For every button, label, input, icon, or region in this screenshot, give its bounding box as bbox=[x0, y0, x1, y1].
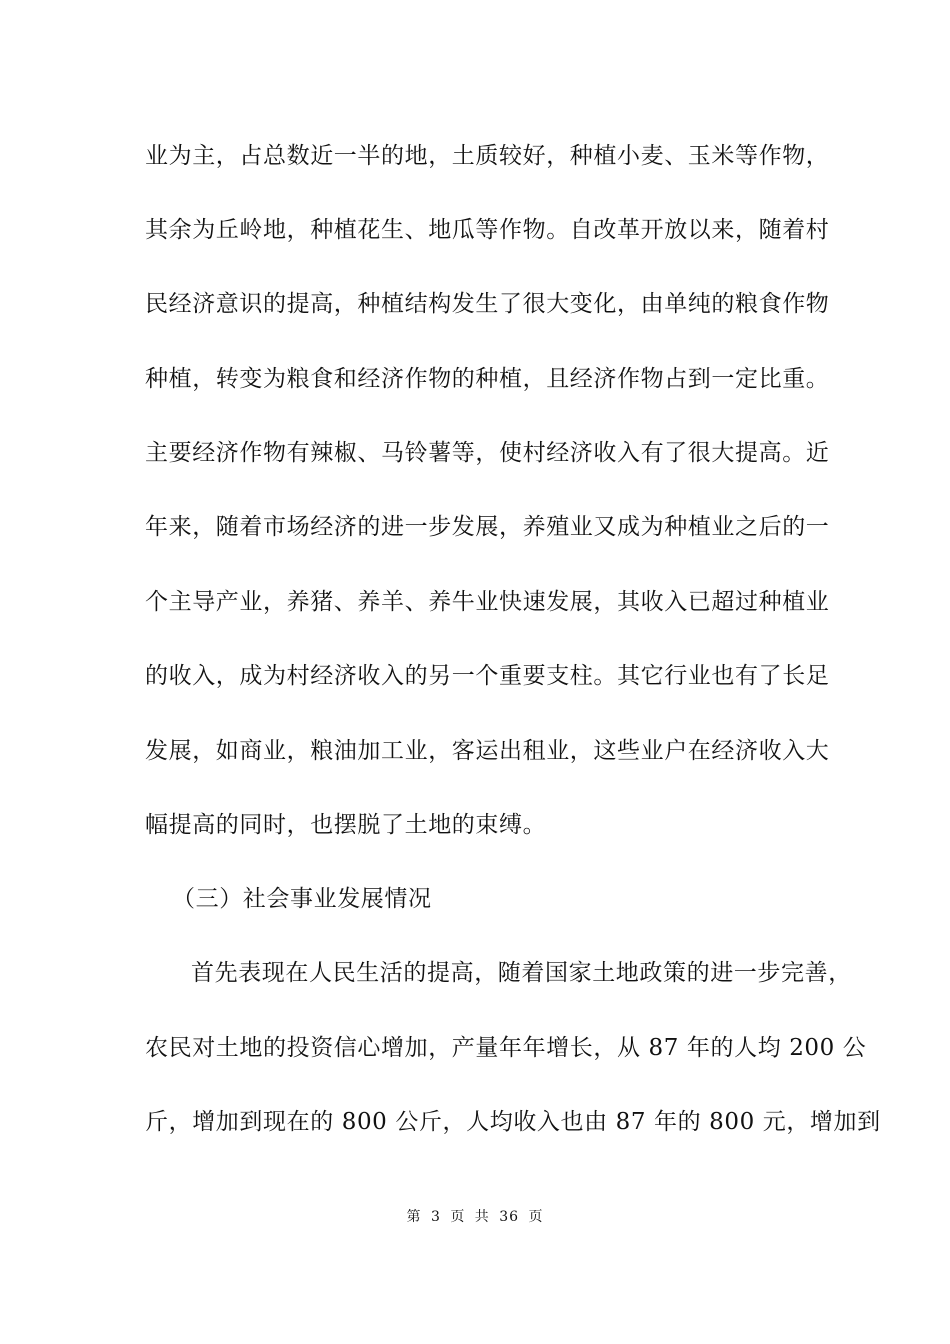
body-line: 年来，随着市场经济的进一步发展，养殖业又成为种植业之后的一 bbox=[145, 514, 830, 540]
body-line: 个主导产业，养猪、养羊、养牛业快速发展，其收入已超过种植业 bbox=[145, 589, 830, 615]
page-footer bbox=[0, 1207, 950, 1227]
body-line: 民经济意识的提高，种植结构发生了很大变化，由单纯的粮食作物 bbox=[145, 291, 830, 317]
body-line: 种植，转变为粮食和经济作物的种植，且经济作物占到一定比重。 bbox=[145, 366, 830, 392]
body-line: 农民对土地的投资信心增加，产量年年增长，从 87 年的人均 200 公 bbox=[145, 1035, 867, 1061]
footer-total-label: 共 bbox=[474, 1209, 490, 1225]
footer-total-pages: 36 bbox=[499, 1209, 520, 1225]
footer-page-unit: 页 bbox=[450, 1209, 466, 1225]
body-line: 幅提高的同时，也摆脱了土地的束缚。 bbox=[145, 812, 547, 838]
body-line: 业为主，占总数近一半的地，土质较好，种植小麦、玉米等作物， bbox=[145, 143, 830, 169]
body-line: 其余为丘岭地，种植花生、地瓜等作物。自改革开放以来，随着村 bbox=[145, 217, 830, 243]
body-line: 发展，如商业，粮油加工业，客运出租业，这些业户在经济收入大 bbox=[145, 738, 830, 764]
footer-page-label: 第 bbox=[406, 1209, 422, 1225]
body-line: 的收入，成为村经济收入的另一个重要支柱。其它行业也有了长足 bbox=[145, 663, 830, 689]
footer-page-number: 3 bbox=[430, 1209, 441, 1225]
section-heading: （三）社会事业发展情况 bbox=[172, 886, 432, 912]
body-line: 首先表现在人民生活的提高，随着国家土地政策的进一步完善， bbox=[191, 960, 852, 986]
body-line: 主要经济作物有辣椒、马铃薯等，使村经济收入有了很大提高。近 bbox=[145, 440, 830, 466]
body-line: 斤，增加到现在的 800 公斤，人均收入也由 87 年的 800 元，增加到 bbox=[145, 1109, 881, 1135]
footer-total-unit: 页 bbox=[528, 1209, 544, 1225]
